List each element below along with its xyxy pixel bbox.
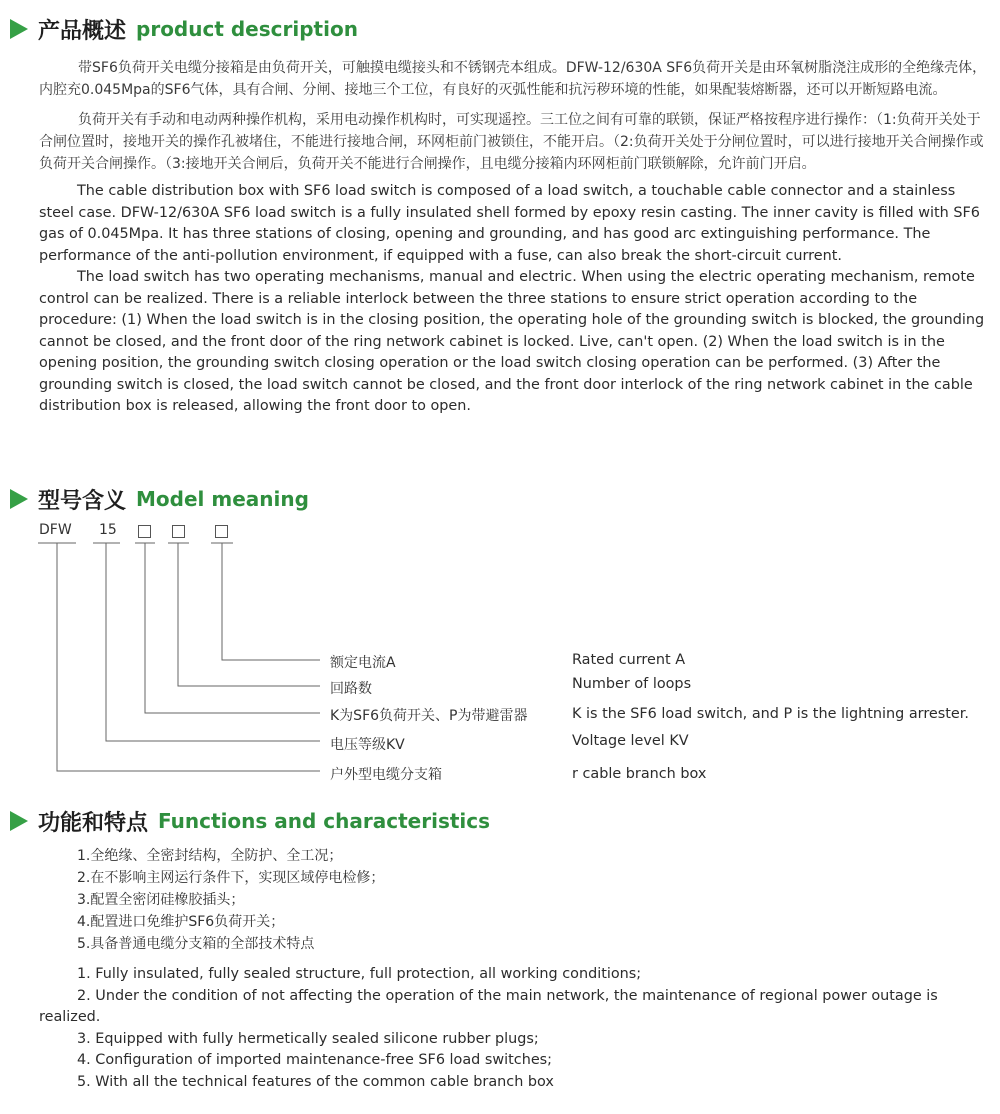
list-item: 4. Configuration of imported maintenance-free SF6 load switches; xyxy=(77,1052,553,1069)
model-label-en: K is the SF6 load switch, and P is the lightning arrester. xyxy=(572,706,969,722)
list-item: 1. Fully insulated, fully sealed structure, full protection, all working conditions; xyxy=(77,966,642,982)
model-label-en: Voltage level KV xyxy=(572,733,689,749)
functions-list-en xyxy=(39,964,989,1094)
heading-cn: 功能和特点 xyxy=(38,810,149,836)
section-heading-functions xyxy=(10,806,490,836)
model-label-en: Number of loops xyxy=(572,676,692,692)
list-item: 3. Equipped with fully hermetically sealed silicone rubber plugs; xyxy=(77,1030,539,1047)
play-arrow-icon xyxy=(10,489,28,509)
list-item: 2. Under the condition of not affecting the operation of the main network, the maintenance of regional power outage is realized. xyxy=(39,987,938,1026)
list-item: 2.在不影响主网运行条件下，实现区域停电检修； xyxy=(77,870,385,886)
paragraph-zh: 负荷开关有手动和电动两种操作机构，采用电动操作机构时，可实现遥控。三工位之间有可靠的联锁，保证严格按程序进行操作：（1:负荷开关处于合闸位置时，接地开关的操作孔被堵住，不能进行接地合闸，环网柜前门被锁住，不能开启。（2:负荷开关处于分闸位置时，可以进行接地开关合闸操作或负荷开关合闸操作。（3:接地开关合闸后，负荷开关不能进行合闸操作，且电缆分接箱内环网柜前门联锁解除，允许前门开启。 xyxy=(39,112,984,172)
code-prefix: DFW xyxy=(39,522,72,538)
functions-list-zh xyxy=(77,845,384,955)
heading-en: product description xyxy=(136,17,358,41)
paragraph-en: The load switch has two operating mechanisms, manual and electric. When using the electric operating mechanism, remote control can be realized. There is a reliable interlock between the three stations to ensure strict operation according to the procedure: (1) When the load switch is in the closing position, the operating hole of the grounding switch is blocked, the grounding cannot be closed, and the front door of the ring network cabinet is locked. Live, can't open. (2) When the load switch is in the opening position, the grounding switch closing operation or the load switch closing operation can be performed. (3) After the grounding switch is closed, the load switch cannot be closed, and the front door interlock of the ring network cabinet in the cable distribution box is released, allowing the front door to open. xyxy=(39,269,985,414)
list-item: 5.具备普通电缆分支箱的全部技术特点 xyxy=(77,936,315,952)
heading-en: Functions and characteristics xyxy=(158,809,491,833)
list-item: 4.配置进口免维护SF6负荷开关； xyxy=(77,914,285,930)
heading-cn: 产品概述 xyxy=(38,18,127,44)
list-item: 1.全绝缘、全密封结构，全防护、全工况； xyxy=(77,848,343,864)
list-item: 5. With all the technical features of the common cable branch box xyxy=(77,1073,554,1090)
model-label-cn: K为SF6负荷开关、P为带避雷器 xyxy=(330,708,528,724)
product-description xyxy=(39,57,994,418)
play-arrow-icon xyxy=(10,811,28,831)
model-label-cn: 户外型电缆分支箱 xyxy=(330,767,442,783)
list-item: 3.配置全密闭硅橡胶插头； xyxy=(77,892,245,908)
heading-en: Model meaning xyxy=(136,487,309,511)
heading-cn: 型号含义 xyxy=(38,488,127,514)
model-label-en: Rated current A xyxy=(572,652,686,668)
play-arrow-icon xyxy=(10,19,28,39)
code-placeholder-box xyxy=(172,525,185,538)
model-label-cn: 电压等级KV xyxy=(330,737,405,753)
model-label-cn: 回路数 xyxy=(330,681,372,697)
code-placeholder-box xyxy=(138,525,151,538)
section-heading-product xyxy=(10,14,358,44)
code-placeholder-box xyxy=(215,525,228,538)
section-heading-model xyxy=(10,484,309,514)
code-number: 15 xyxy=(99,522,117,538)
model-label-en: r cable branch box xyxy=(572,766,707,782)
paragraph-en: The cable distribution box with SF6 load switch is composed of a load switch, a touchable cable connector and a stainless steel case. DFW-12/630A SF6 load switch is a fully insulated shell formed by epoxy resin casting. The inner cavity is filled with SF6 gas of 0.045Mpa. It has three stations of closing, opening and grounding, and has good arc extinguishing performance. The performance of the anti-pollution environment, if equipped with a fuse, can also break the short-circuit current. xyxy=(39,183,980,264)
paragraph-zh: 带SF6负荷开关电缆分接箱是由负荷开关，可触摸电缆接头和不锈钢壳本组成。DFW-12/630A SF6负荷开关是由环氧树脂浇注成形的全绝缘壳体，内腔充0.045Mpa的SF6气体，具有合闸、分闸、接地三个工位，有良好的灭弧性能和抗污秽环境的性能，如果配装熔断器，还可以开断短路电流。 xyxy=(39,60,987,98)
model-label-cn: 额定电流A xyxy=(330,655,396,671)
